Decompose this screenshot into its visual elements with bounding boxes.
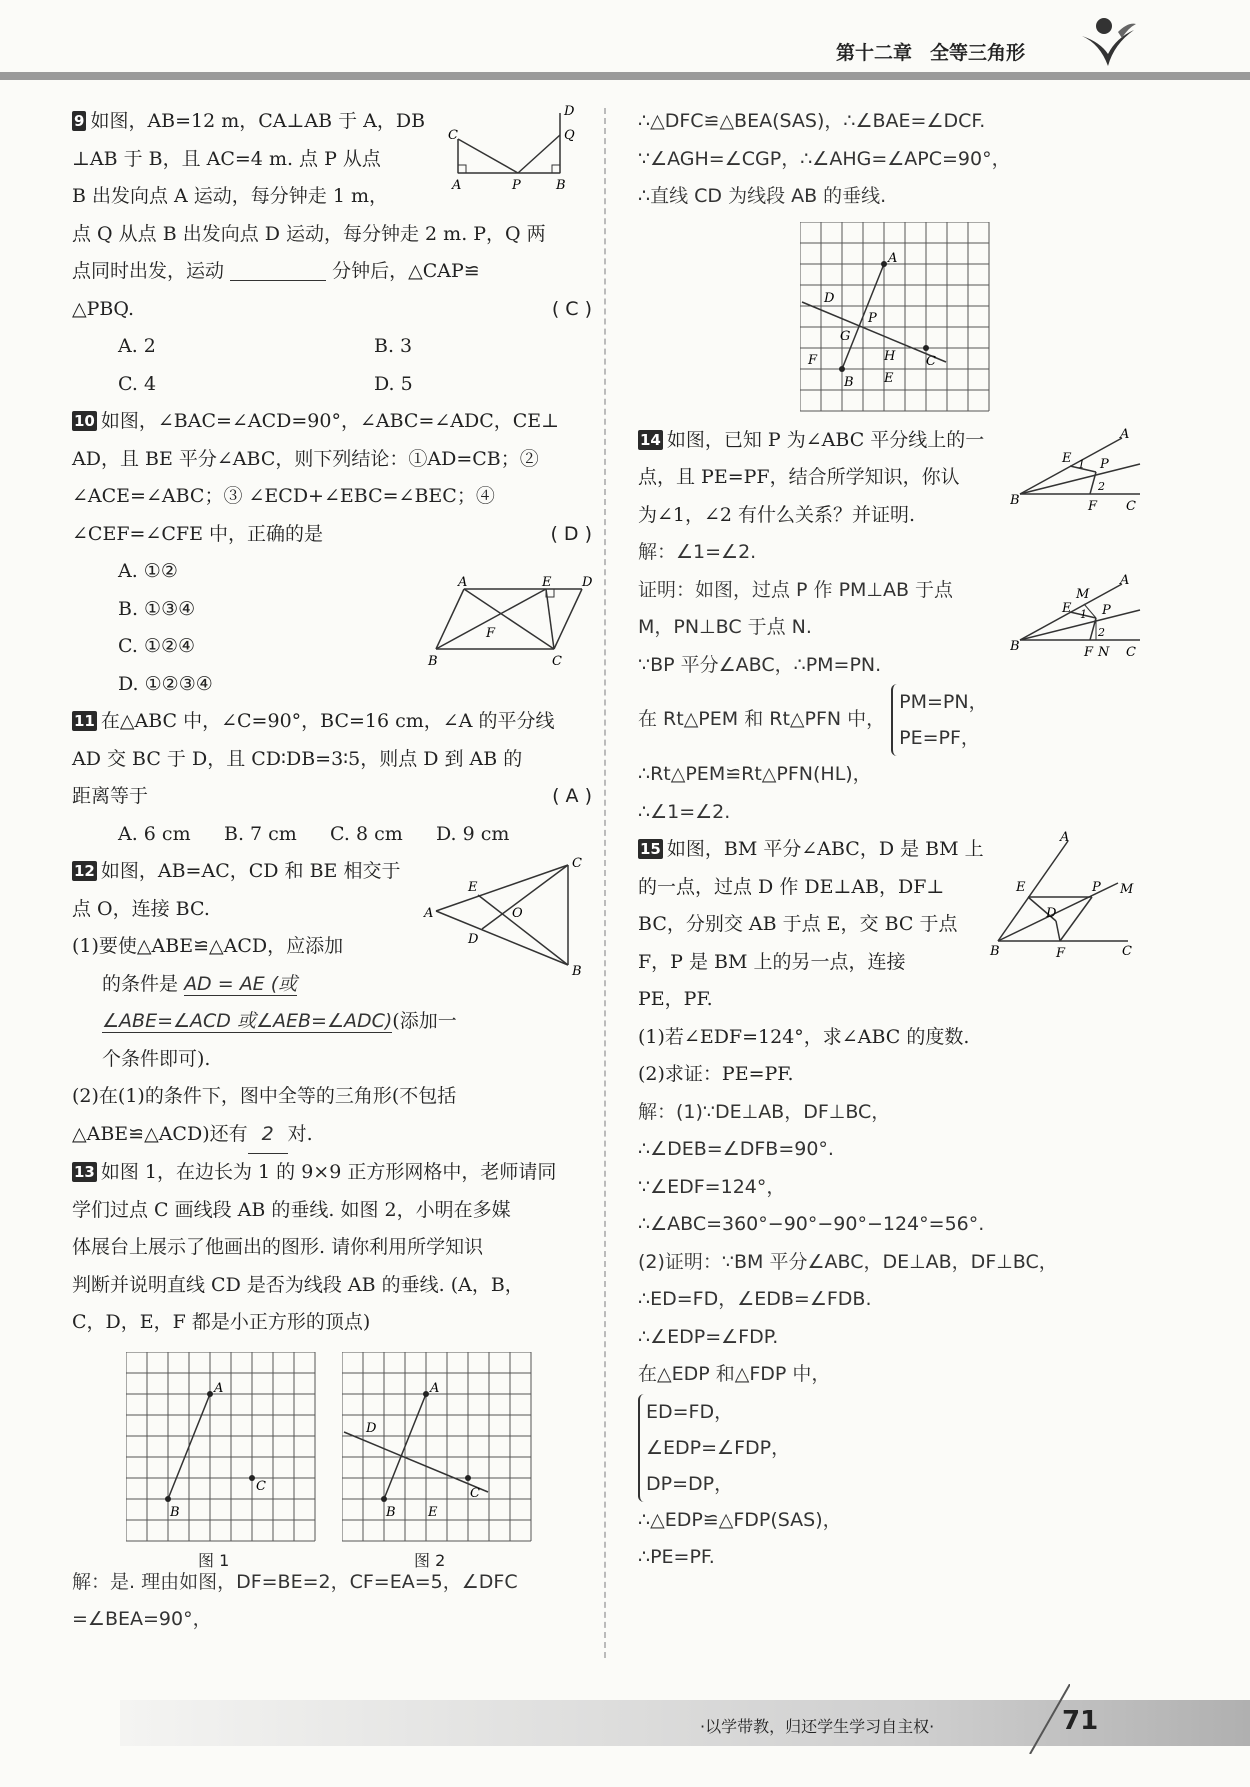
label-d: D [564, 105, 575, 119]
option-c: C. 4 [118, 372, 157, 395]
label-a: A [458, 575, 468, 590]
question-text: △PBQ. [72, 297, 135, 320]
label-f: F [1088, 498, 1098, 514]
q13-figures [72, 1342, 592, 1570]
label-o: O [512, 906, 523, 921]
solution-line: =∠BEA=90°， [72, 1608, 212, 1630]
label-angle-1: 1 [1078, 457, 1085, 471]
book-logo-icon [1078, 14, 1138, 70]
option-d: D. 5 [374, 372, 413, 395]
q15-figure [988, 831, 1178, 961]
label-d: D [366, 1420, 377, 1436]
label-angle-2: 2 [1098, 625, 1105, 639]
solution-line: ∴∠EDP=∠FDP. [638, 1325, 779, 1348]
q9-figure [448, 105, 588, 205]
question-text: 如图，AB=12 m，CA⊥AB 于 A，DB [90, 110, 426, 132]
label-c: C [572, 856, 582, 871]
label-a: A [424, 906, 434, 921]
solution-line: ∴Rt△PEM≌Rt△PFN(HL)， [638, 763, 872, 785]
footer-slogan: ·以学带教，归还学生学习自主权· [700, 1717, 935, 1736]
question-text: (添加一 [392, 1010, 457, 1032]
handwritten-answer: AD = AE (或 [184, 972, 298, 995]
label-b: B [1010, 492, 1020, 508]
option-b: B. 7 cm [224, 822, 297, 845]
question-text: 对. [287, 1122, 313, 1145]
label-q: Q [564, 128, 575, 143]
question-text: (2)在(1)的条件下，图中全等的三角形(不包括 [72, 1085, 457, 1107]
label-m: M [1120, 882, 1134, 897]
option-a: A. 2 [118, 335, 156, 357]
question-number: 14 [640, 430, 661, 449]
label-b: B [990, 944, 1000, 959]
q12-figure [422, 853, 592, 983]
question-text: F，P 是 BM 上的另一点，连接 [638, 950, 906, 973]
question-13 [72, 1154, 592, 1639]
label-d: D [582, 575, 593, 590]
label-d: D [824, 290, 835, 306]
label-a: A [1120, 572, 1130, 588]
solution-line: 解：是. 理由如图，DF=BE=2，CF=EA=5，∠DFC [72, 1570, 518, 1593]
page-number: 71 [1062, 1706, 1099, 1736]
label-c: C [256, 1478, 266, 1494]
label-p: P [1102, 602, 1111, 618]
label-p: P [868, 310, 877, 326]
label-a: A [888, 250, 898, 266]
label-p: P [1092, 880, 1101, 895]
solution-line: 解：∠1=∠2. [638, 541, 757, 563]
solution-line: ∴PE=PF. [638, 1546, 715, 1568]
option-c: C. ①②④ [118, 635, 196, 657]
option-d: D. ①②③④ [118, 672, 213, 695]
question-text: 的条件是 [102, 972, 179, 995]
solution-line: ∴∠1=∠2. [638, 800, 731, 823]
option-b: B. 3 [374, 335, 413, 357]
question-14 [638, 422, 1198, 832]
brace-line: PM=PN， [899, 691, 988, 713]
label-e: E [468, 880, 478, 895]
question-text: 点同时出发，运动 [72, 260, 225, 282]
question-text: (1)若∠EDF=124°，求∠ABC 的度数. [638, 1025, 970, 1048]
label-c: C [448, 128, 458, 143]
question-text: 体展台上展示了他画出的图形. 请你利用所学知识 [72, 1236, 484, 1258]
question-number: 10 [74, 412, 95, 430]
handwritten-answer: 2 [248, 1116, 288, 1155]
label-d: D [1046, 906, 1057, 921]
label-b: B [428, 654, 438, 669]
left-column [72, 103, 592, 1639]
option-b: B. ①③④ [118, 597, 196, 620]
label-b: B [844, 374, 854, 390]
solution-line: ∴ED=FD，∠EDB=∠FDB. [638, 1288, 872, 1310]
chapter-name: 全等三角形 [930, 42, 1026, 64]
label-a: A [1120, 426, 1130, 442]
solution-line: 在 Rt△PEM 和 Rt△PFN 中， [638, 708, 886, 731]
brace-line: PE=PF， [899, 727, 980, 749]
solution-line: ∴∠DEB=∠DFB=90°. [638, 1138, 834, 1160]
right-column [638, 103, 1198, 1577]
handwritten-answer: ∠ABE=∠ACD 或∠AEB=∠ADC) [102, 1010, 393, 1032]
label-a: A [214, 1380, 224, 1396]
label-g: G [840, 328, 851, 344]
header-rule [0, 72, 1250, 80]
question-text: ∠CEF=∠CFE 中，正确的是 [72, 522, 323, 545]
question-text: 如图，已知 P 为∠ABC 平分线上的一 [666, 428, 985, 451]
question-number: 13 [74, 1163, 95, 1181]
question-text: 判断并说明直线 CD 是否为线段 AB 的垂线. (A，B， [72, 1273, 524, 1296]
solution-line: M，PN⊥BC 于点 N. [638, 616, 812, 638]
q14-figure-1 [1010, 424, 1180, 514]
label-b: B [556, 178, 566, 193]
solution-line: ∴△DFC≌△BEA(SAS)，∴∠BAE=∠DCF. [638, 110, 986, 132]
q10-figure [426, 575, 596, 675]
label-b: B [1010, 638, 1020, 654]
question-text: (1)要使△ABE≌△ACD，应添加 [72, 935, 344, 957]
question-number: 15 [640, 840, 661, 858]
question-text: 如图，AB=AC，CD 和 BE 相交于 [100, 860, 401, 882]
label-b: B [170, 1504, 180, 1520]
label-e: E [884, 370, 894, 386]
solution-line: 证明：如图，过点 P 作 PM⊥AB 于点 [638, 578, 954, 601]
question-text: 在△ABC 中，∠C=90°，BC=16 cm，∠A 的平分线 [100, 710, 555, 732]
answer-mark: ( D ) [550, 522, 592, 545]
label-n: N [1098, 644, 1110, 660]
question-text: AD 交 BC 于 D，且 CD∶DB=3∶5，则点 D 到 AB 的 [72, 747, 523, 770]
label-b: B [572, 964, 582, 979]
label-e: E [1062, 600, 1072, 616]
label-c: C [1126, 644, 1136, 660]
label-a: A [452, 178, 462, 193]
question-text: (2)求证：PE=PF. [638, 1063, 794, 1085]
label-e: E [1016, 880, 1026, 895]
question-text: ∠ACE=∠ABC；③ ∠ECD+∠EBC=∠BEC；④ [72, 485, 495, 507]
question-text: 如图，∠BAC=∠ACD=90°，∠ABC=∠ADC，CE⊥ [100, 410, 560, 432]
question-text: 点 Q 从点 B 出发向点 D 运动，每分钟走 2 m. P，Q 两 [72, 222, 546, 245]
label-angle-1: 1 [1080, 607, 1087, 621]
solution-line: 在△EDP 和△FDP 中， [638, 1363, 831, 1385]
label-m: M [1076, 586, 1090, 602]
question-text: 为∠1，∠2 有什么关系？并证明. [638, 503, 916, 526]
chapter-number: 第十二章 [836, 42, 913, 64]
label-p: P [512, 178, 521, 193]
solution-line: ∵∠AGH=∠CGP，∴∠AHG=∠APC=90°， [638, 147, 1011, 170]
label-b: B [386, 1504, 396, 1520]
question-text: BC，分别交 AB 于点 E，交 BC 于点 [638, 913, 958, 935]
page-footer [0, 1700, 1250, 1750]
answer-mark: ( C ) [551, 297, 592, 320]
question-text: 如图 1，在边长为 1 的 9×9 正方形网格中，老师请同 [100, 1161, 557, 1183]
label-e: E [428, 1504, 438, 1520]
question-number: 9 [74, 112, 85, 130]
label-c: C [926, 353, 936, 369]
label-c: C [552, 654, 562, 669]
grid-figure-solution [800, 222, 990, 412]
question-text: △ABE≌△ACD)还有 [72, 1122, 248, 1145]
chapter-title [836, 38, 1043, 65]
q13-solution-figure [638, 216, 1198, 422]
question-text: 分钟后，△CAP≌ [332, 260, 480, 282]
solution-line: ∵BP 平分∠ABC，∴PM=PN. [638, 653, 882, 676]
question-text: 距离等于 [72, 785, 149, 807]
answer-blank [230, 256, 326, 281]
question-15 [638, 831, 1198, 1577]
brace-line: ∠EDP=∠FDP， [646, 1436, 791, 1459]
option-d: D. 9 cm [436, 822, 510, 845]
label-f: F [808, 352, 818, 368]
figure-caption: 图 2 [414, 1550, 446, 1570]
question-text: C，D，E，F 都是小正方形的顶点) [72, 1311, 371, 1333]
question-10 [72, 403, 592, 703]
label-angle-2: 2 [1098, 479, 1105, 493]
label-a: A [1060, 831, 1070, 845]
equation-brace [891, 684, 987, 756]
question-number: 12 [74, 862, 95, 880]
option-a: A. 6 cm [118, 822, 191, 845]
q14-figure-2 [1010, 570, 1180, 660]
footer-slash-decoration [1010, 1684, 1070, 1754]
question-12 [72, 853, 592, 1154]
solution-line: ∴△EDP≌△FDP(SAS)， [638, 1508, 842, 1531]
answer-mark: ( A ) [552, 785, 592, 807]
question-text: 个条件即可). [102, 1047, 211, 1070]
solution-line: ∴∠ABC=360°−90°−90°−124°=56°. [638, 1213, 985, 1235]
question-text: B 出发向点 A 运动，每分钟走 1 m， [72, 185, 388, 207]
label-f: F [1084, 644, 1094, 660]
solution-line: ∵∠EDF=124°， [638, 1175, 786, 1198]
question-text: 点，且 PE=PF，结合所学知识，你认 [638, 466, 960, 488]
label-c: C [1122, 944, 1132, 959]
label-f: F [1056, 946, 1066, 961]
solution-line: ∴直线 CD 为线段 AB 的垂线. [638, 185, 887, 207]
figure-caption: 图 1 [198, 1550, 230, 1570]
label-e: E [1062, 450, 1072, 466]
label-c: C [470, 1485, 480, 1501]
label-a: A [430, 1380, 440, 1396]
question-11 [72, 703, 592, 853]
question-text: 点 O，连接 BC. [72, 897, 210, 920]
option-a: A. ①② [118, 560, 178, 582]
label-h: H [884, 348, 896, 364]
equation-brace [638, 1394, 790, 1502]
label-f: F [486, 626, 496, 641]
question-text: PE，PF. [638, 988, 713, 1010]
option-c: C. 8 cm [330, 822, 403, 845]
grid-figure-2 [342, 1352, 532, 1542]
question-text: 学们过点 C 画线段 AB 的垂线. 如图 2，小明在多媒 [72, 1198, 511, 1221]
label-e: E [542, 575, 552, 590]
brace-line: DP=DP， [646, 1472, 734, 1495]
solution-line: 解：(1)∵DE⊥AB，DF⊥BC， [638, 1100, 891, 1123]
brace-line: ED=FD， [646, 1400, 734, 1423]
label-d: D [468, 932, 479, 947]
question-text: AD，且 BE 平分∠ABC，则下列结论：①AD=CB；② [72, 447, 539, 470]
question-text: ⊥AB 于 B，且 AC=4 m. 点 P 从点 [72, 147, 381, 170]
question-9 [72, 103, 592, 403]
label-c: C [1126, 498, 1136, 514]
grid-figure-1 [126, 1352, 316, 1542]
solution-line: (2)证明：∵BM 平分∠ABC，DE⊥AB，DF⊥BC， [638, 1250, 1058, 1273]
page-header [0, 0, 1250, 80]
label-p: P [1100, 456, 1109, 472]
question-number: 11 [74, 712, 95, 730]
column-divider [604, 108, 606, 1658]
question-text: 如图，BM 平分∠ABC，D 是 BM 上 [666, 838, 984, 860]
question-text: 的一点，过点 D 作 DE⊥AB，DF⊥ [638, 875, 945, 898]
